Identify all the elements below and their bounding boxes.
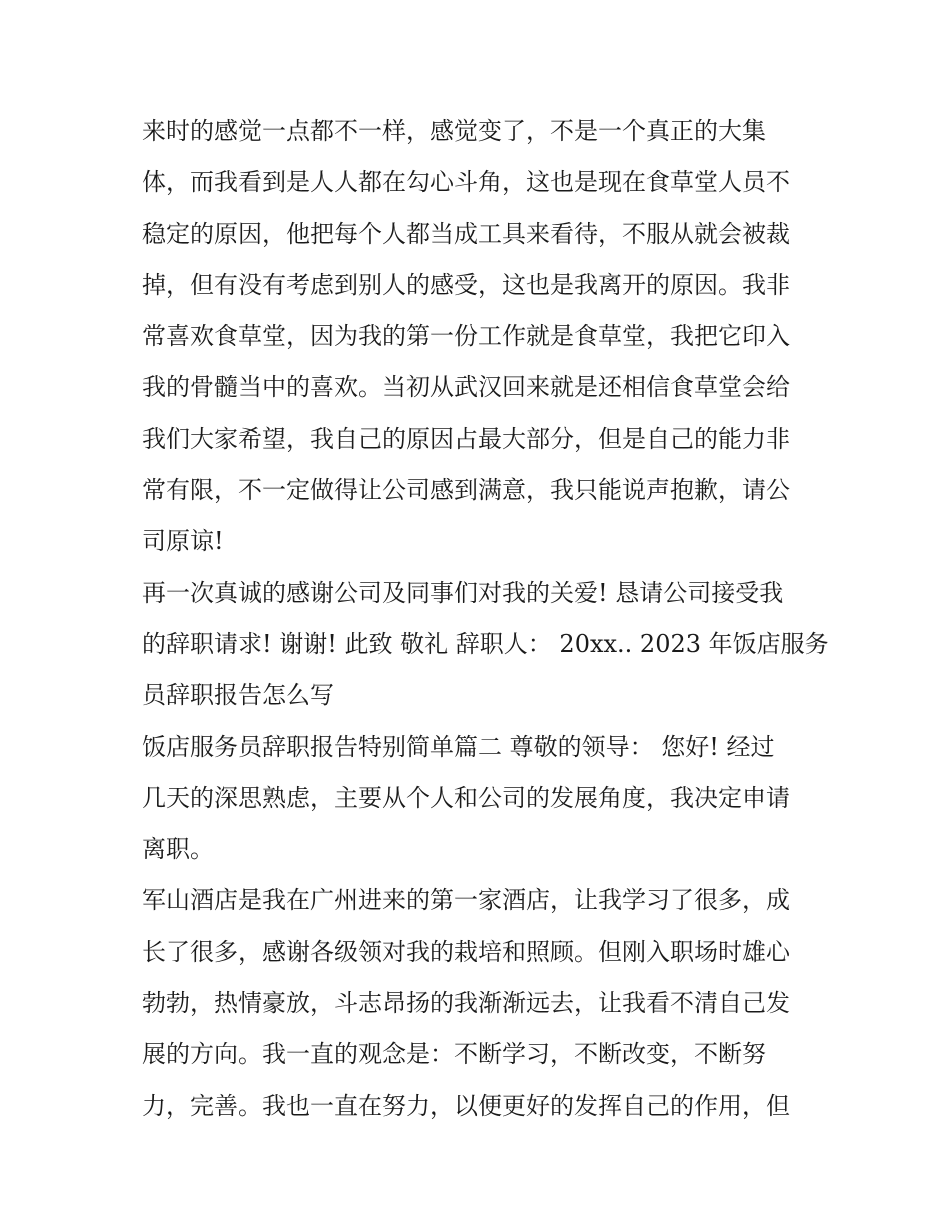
text-line: 长了很多，感谢各级领对我的栽培和照顾。但刚入职场时雄心 — [142, 937, 790, 966]
text-line: 司原谅! — [142, 527, 224, 556]
text-line: 军山酒店是我在广州进来的第一家酒店，让我学习了很多，成 — [142, 886, 790, 915]
text-line: 来时的感觉一点都不一样，感觉变了，不是一个真正的大集 — [142, 117, 766, 145]
text-line: 我的骨髓当中的喜欢。当初从武汉回来就是还相信食草堂会给 — [142, 373, 790, 402]
text-line: 体，而我看到是人人都在勾心斗角，这也是现在食草堂人员不 — [142, 168, 790, 197]
text-line: 饭店服务员辞职报告特别简单篇二 尊敬的领导： 您好! 经过 — [142, 732, 775, 761]
text-line: 离职。 — [142, 835, 214, 864]
text-line: 的辞职请求! 谢谢! 此致 敬礼 辞职人： 20xx.. 2023 年饭店服务 — [142, 629, 829, 658]
document-body-text — [142, 106, 829, 1132]
text-line: 掉，但有没有考虑到别人的感受，这也是我离开的原因。我非 — [142, 270, 790, 299]
text-line: 我们大家希望，我自己的原因占最大部分，但是自己的能力非 — [142, 424, 790, 453]
text-line: 展的方向。我一直的观念是：不断学习，不断改变，不断努 — [142, 1040, 766, 1069]
text-line: 力，完善。我也一直在努力，以便更好的发挥自己的作用，但 — [142, 1091, 790, 1120]
text-line: 几天的深思熟虑，主要从个人和公司的发展角度，我决定申请 — [142, 783, 790, 812]
text-line: 稳定的原因，他把每个人都当成工具来看待，不服从就会被裁 — [142, 219, 790, 248]
text-line: 常有限，不一定做得让公司感到满意，我只能说声抱歉，请公 — [142, 476, 790, 505]
text-line: 常喜欢食草堂，因为我的第一份工作就是食草堂，我把它印入 — [142, 322, 790, 351]
text-line: 员辞职报告怎么写 — [142, 681, 334, 710]
text-line: 勃勃，热情豪放，斗志昂扬的我渐渐远去，让我看不清自己发 — [142, 989, 790, 1018]
text-line: 再一次真诚的感谢公司及同事们对我的关爱! 恳请公司接受我 — [142, 578, 784, 607]
